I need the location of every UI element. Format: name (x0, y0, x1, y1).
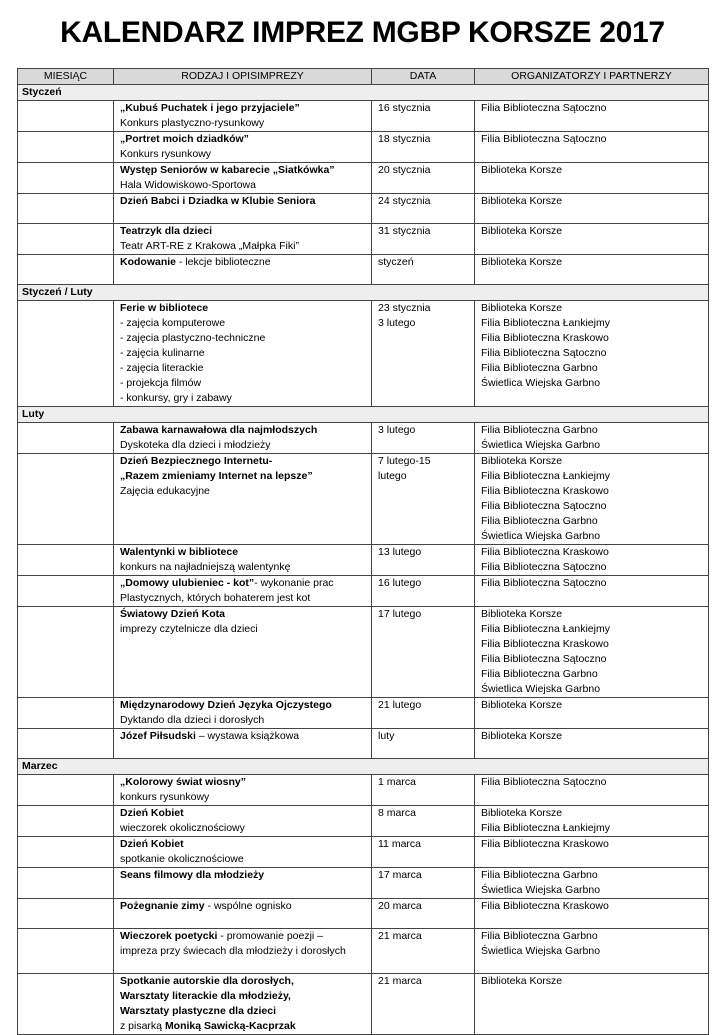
month-cell (18, 607, 114, 698)
organizer-text: Biblioteka Korsze (481, 256, 563, 268)
date-cell (372, 775, 475, 806)
date-text: 31 stycznia (378, 225, 431, 237)
event-title-text: „Razem zmieniamy Internet na lepsze” (120, 470, 313, 482)
month-cell (18, 899, 114, 929)
event-cell (114, 729, 372, 759)
month-row (18, 285, 709, 301)
event-title-text: Dzień Kobiet (120, 807, 184, 819)
event-line (120, 837, 371, 852)
organizer-text: Świetlica Wiejska Garbno (481, 439, 601, 451)
month-cell (18, 974, 114, 1035)
date-cell (372, 545, 475, 576)
event-cell (114, 224, 372, 255)
event-line (120, 576, 371, 591)
event-cell (114, 775, 372, 806)
organizers-cell (475, 454, 709, 545)
event-description-text: - lekcje biblioteczne (176, 256, 271, 268)
event-row (18, 255, 709, 285)
event-description-text: Plastycznych, których bohaterem jest kot (120, 592, 311, 604)
organizer-text: Filia Biblioteczna Garbno (481, 424, 598, 436)
event-line (120, 239, 371, 254)
event-title-text: Światowy Dzień Kota (120, 608, 226, 620)
event-title-text: Wieczorek poetycki (120, 930, 218, 942)
event-description-text: Konkurs plastyczno-rysunkowy (120, 117, 265, 129)
organizer-text: Świetlica Wiejska Garbno (481, 530, 601, 542)
event-description-text: - zajęcia komputerowe (120, 317, 226, 329)
event-cell (114, 607, 372, 698)
organizer-text: Filia Biblioteczna Garbno (481, 930, 598, 942)
event-description-text: - promowanie poezji – (217, 930, 324, 942)
date-cell (372, 301, 475, 407)
event-description-text: konkurs rysunkowy (120, 791, 210, 803)
header-organizers: ORGANIZATORZY I PARTNERZY (475, 69, 709, 85)
event-title-text: „Portret moich dziadków” (120, 133, 249, 145)
event-description-text: - zajęcia kulinarne (120, 347, 205, 359)
event-description-text: wieczorek okolicznościowy (120, 822, 245, 834)
month-cell (18, 423, 114, 454)
organizers-cell (475, 929, 709, 974)
month-cell (18, 224, 114, 255)
event-title-text: Walentynki w bibliotece (120, 546, 239, 558)
organizers-cell (475, 224, 709, 255)
organizer-text: Biblioteka Korsze (481, 730, 563, 742)
organizers-cell (475, 194, 709, 224)
header-month: MIESIĄC (18, 69, 114, 85)
organizers-cell (475, 576, 709, 607)
event-description-text: - projekcja filmów (120, 377, 202, 389)
event-description-text: imprezy czytelnicze dla dzieci (120, 623, 258, 635)
event-row (18, 607, 709, 698)
organizer-text: Filia Biblioteczna Garbno (481, 869, 598, 881)
event-title-text: Kodowanie (120, 256, 177, 268)
event-line (120, 698, 371, 713)
event-line (120, 469, 371, 484)
date-cell (372, 929, 475, 974)
event-line (120, 361, 371, 376)
organizer-text: Biblioteka Korsze (481, 455, 563, 467)
event-cell (114, 545, 372, 576)
event-row (18, 301, 709, 407)
event-title-text: Zabawa karnawałowa dla najmłodszych (120, 424, 318, 436)
event-line (120, 391, 371, 406)
organizer-text: Filia Biblioteczna Kraskowo (481, 838, 609, 850)
event-line (120, 454, 371, 469)
date-text: 17 lutego (378, 608, 422, 620)
organizer-text: Filia Biblioteczna Sątoczno (481, 561, 607, 573)
event-title-text: Międzynarodowy Dzień Języka Ojczystego (120, 699, 332, 711)
event-cell (114, 194, 372, 224)
date-text: 13 lutego (378, 546, 422, 558)
event-line (120, 775, 371, 790)
event-cell (114, 576, 372, 607)
date-text: 21 marca (378, 975, 422, 987)
event-line (120, 790, 371, 805)
event-line (120, 1019, 371, 1034)
month-label: Styczeń (18, 85, 709, 101)
event-cell (114, 255, 372, 285)
event-line (120, 713, 371, 728)
organizer-text: Filia Biblioteczna Łankiejmy (481, 470, 610, 482)
event-description-text: - wykonanie prac (254, 577, 334, 589)
month-cell (18, 454, 114, 545)
month-cell (18, 194, 114, 224)
date-text: 17 marca (378, 869, 422, 881)
page-title: KALENDARZ IMPREZ MGBP KORSZE 2017 (60, 16, 665, 49)
event-title-text: Dzień Kobiet (120, 838, 184, 850)
date-cell (372, 899, 475, 929)
event-description-text: - konkursy, gry i zabawy (120, 392, 232, 404)
event-line (120, 560, 371, 575)
organizer-text: Świetlica Wiejska Garbno (481, 945, 601, 957)
event-description-text: z pisarką (120, 1020, 165, 1032)
event-row (18, 929, 709, 974)
date-text: 20 marca (378, 900, 422, 912)
event-line (120, 132, 371, 147)
event-row (18, 729, 709, 759)
organizer-text: Filia Biblioteczna Kraskowo (481, 485, 609, 497)
organizer-text: Filia Biblioteczna Garbno (481, 515, 598, 527)
organizer-text: Filia Biblioteczna Kraskowo (481, 638, 609, 650)
date-cell (372, 837, 475, 868)
date-cell (372, 607, 475, 698)
event-row (18, 163, 709, 194)
month-cell (18, 132, 114, 163)
date-cell (372, 163, 475, 194)
organizer-text: Filia Biblioteczna Kraskowo (481, 900, 609, 912)
event-line (120, 1004, 371, 1019)
event-line (120, 591, 371, 606)
date-text: styczeń (378, 256, 414, 268)
event-title-text: Spotkanie autorskie dla dorosłych, (120, 975, 294, 987)
organizers-cell (475, 974, 709, 1035)
date-text: lutego (378, 470, 407, 482)
organizers-cell (475, 255, 709, 285)
organizer-text: Filia Biblioteczna Kraskowo (481, 332, 609, 344)
event-cell (114, 698, 372, 729)
event-line (120, 899, 371, 914)
organizer-text: Biblioteka Korsze (481, 302, 563, 314)
month-cell (18, 301, 114, 407)
event-cell (114, 423, 372, 454)
event-line (120, 622, 371, 637)
event-line (120, 729, 371, 744)
month-label: Styczeń / Luty (18, 285, 709, 301)
organizers-cell (475, 301, 709, 407)
event-title-text: „Kubuś Puchatek i jego przyjaciele” (120, 102, 300, 114)
event-title-text: Dzień Babci i Dziadka w Klubie Seniora (120, 195, 316, 207)
event-line (120, 147, 371, 162)
date-cell (372, 729, 475, 759)
event-line (120, 255, 371, 270)
organizers-cell (475, 806, 709, 837)
organizer-text: Biblioteka Korsze (481, 608, 563, 620)
organizer-text: Filia Biblioteczna Garbno (481, 362, 598, 374)
date-cell (372, 576, 475, 607)
event-line (120, 806, 371, 821)
organizer-text: Filia Biblioteczna Sątoczno (481, 347, 607, 359)
month-cell (18, 729, 114, 759)
month-cell (18, 837, 114, 868)
month-label: Luty (18, 407, 709, 423)
organizer-text: Filia Biblioteczna Sątoczno (481, 133, 607, 145)
event-row (18, 545, 709, 576)
event-title-text: Teatrzyk dla dzieci (120, 225, 213, 237)
date-cell (372, 974, 475, 1035)
organizers-cell (475, 775, 709, 806)
organizer-text: Filia Biblioteczna Sątoczno (481, 500, 607, 512)
event-line (120, 331, 371, 346)
month-label: Marzec (18, 759, 709, 775)
month-cell (18, 698, 114, 729)
date-cell (372, 255, 475, 285)
event-row (18, 454, 709, 545)
event-row (18, 576, 709, 607)
date-cell (372, 868, 475, 899)
event-line (120, 944, 371, 959)
event-row (18, 423, 709, 454)
event-line (120, 376, 371, 391)
event-description-text: Dyskoteka dla dzieci i młodzieży (120, 439, 271, 451)
organizers-cell (475, 101, 709, 132)
event-title-text: Warsztaty literackie dla młodzieży, (120, 990, 291, 1002)
date-text: 16 lutego (378, 577, 422, 589)
event-description-text: - zajęcia literackie (120, 362, 204, 374)
event-title-text: Ferie w bibliotece (120, 302, 209, 314)
event-row (18, 806, 709, 837)
month-row (18, 759, 709, 775)
event-line (120, 423, 371, 438)
date-text: 18 stycznia (378, 133, 431, 145)
event-line (120, 852, 371, 867)
organizers-cell (475, 698, 709, 729)
event-description-text: Konkurs rysunkowy (120, 148, 212, 160)
event-description-text: – wystawa książkowa (195, 730, 300, 742)
event-line (120, 438, 371, 453)
date-text: 8 marca (378, 807, 416, 819)
header-event: RODZAJ I OPISIMPREZY (114, 69, 372, 85)
event-cell (114, 454, 372, 545)
organizer-text: Filia Biblioteczna Łankiejmy (481, 317, 610, 329)
date-text: 3 lutego (378, 424, 416, 436)
table-body (18, 85, 709, 1035)
event-line (120, 101, 371, 116)
event-line (120, 178, 371, 193)
event-line (120, 607, 371, 622)
event-title-text: Moniką Sawicką-Kacprzak (164, 1020, 296, 1032)
event-line (120, 116, 371, 131)
organizers-cell (475, 837, 709, 868)
date-cell (372, 132, 475, 163)
date-text: 16 stycznia (378, 102, 431, 114)
organizers-cell (475, 423, 709, 454)
organizer-text: Biblioteka Korsze (481, 164, 563, 176)
event-row (18, 868, 709, 899)
month-cell (18, 868, 114, 899)
date-cell (372, 224, 475, 255)
event-row (18, 132, 709, 163)
month-cell (18, 545, 114, 576)
organizers-cell (475, 607, 709, 698)
event-line (120, 821, 371, 836)
organizer-text: Filia Biblioteczna Sątoczno (481, 577, 607, 589)
month-cell (18, 255, 114, 285)
month-row (18, 407, 709, 423)
organizer-text: Biblioteka Korsze (481, 195, 563, 207)
event-title-text: „Domowy ulubieniec - kot” (120, 577, 255, 589)
event-row (18, 194, 709, 224)
event-description-text: impreza przy świecach dla młodzieży i dorosłych (120, 945, 346, 957)
event-title-text: Józef Piłsudski (120, 730, 196, 742)
event-title-text: Pożegnanie zimy (120, 900, 205, 912)
event-description-text: - wspólne ognisko (204, 900, 292, 912)
organizer-text: Filia Biblioteczna Sątoczno (481, 653, 607, 665)
event-description-text: spotkanie okolicznościowe (120, 853, 244, 865)
date-text: luty (378, 730, 395, 742)
event-line (120, 974, 371, 989)
organizers-cell (475, 132, 709, 163)
event-cell (114, 163, 372, 194)
date-text: 24 stycznia (378, 195, 431, 207)
date-text: 7 lutego-15 (378, 455, 431, 467)
event-title-text: Dzień Bezpiecznego Internetu- (120, 455, 273, 467)
date-text: 11 marca (378, 838, 421, 850)
event-title-text: Występ Seniorów w kabarecie „Siatkówka” (120, 164, 335, 176)
event-line (120, 484, 371, 499)
organizer-text: Biblioteka Korsze (481, 699, 563, 711)
date-text: 3 lutego (378, 317, 416, 329)
month-cell (18, 775, 114, 806)
month-cell (18, 576, 114, 607)
date-cell (372, 698, 475, 729)
event-title-text: Warsztaty plastyczne dla dzieci (120, 1005, 276, 1017)
events-calendar-table (17, 68, 709, 1035)
organizer-text: Filia Biblioteczna Kraskowo (481, 546, 609, 558)
date-text: 21 marca (378, 930, 422, 942)
organizer-text: Świetlica Wiejska Garbno (481, 683, 601, 695)
event-line (120, 316, 371, 331)
event-description-text: Teatr ART-RE z Krakowa „Małpka Fiki” (120, 240, 299, 252)
date-text: 20 stycznia (378, 164, 431, 176)
event-line (120, 346, 371, 361)
event-row (18, 698, 709, 729)
organizer-text: Filia Biblioteczna Sątoczno (481, 776, 607, 788)
event-line (120, 194, 371, 209)
organizers-cell (475, 868, 709, 899)
event-title-text: Seans filmowy dla młodzieży (120, 869, 265, 881)
event-cell (114, 132, 372, 163)
event-line (120, 545, 371, 560)
organizer-text: Filia Biblioteczna Łankiejmy (481, 822, 610, 834)
date-cell (372, 194, 475, 224)
organizer-text: Biblioteka Korsze (481, 807, 563, 819)
date-cell (372, 423, 475, 454)
organizer-text: Filia Biblioteczna Łankiejmy (481, 623, 610, 635)
event-row (18, 974, 709, 1035)
event-row (18, 837, 709, 868)
month-cell (18, 929, 114, 974)
event-line (120, 929, 371, 944)
organizers-cell (475, 163, 709, 194)
date-text: 1 marca (378, 776, 416, 788)
organizer-text: Biblioteka Korsze (481, 975, 563, 987)
event-description-text: Dyktando dla dzieci i dorosłych (120, 714, 265, 726)
event-row (18, 775, 709, 806)
event-line (120, 224, 371, 239)
event-cell (114, 899, 372, 929)
event-line (120, 301, 371, 316)
event-line (120, 868, 371, 883)
organizer-text: Świetlica Wiejska Garbno (481, 884, 601, 896)
month-cell (18, 806, 114, 837)
event-description-text: Hala Widowiskowo-Sportowa (120, 179, 256, 191)
event-row (18, 899, 709, 929)
event-cell (114, 301, 372, 407)
organizers-cell (475, 729, 709, 759)
organizer-text: Biblioteka Korsze (481, 225, 563, 237)
table-header-row (18, 69, 709, 85)
event-description-text: - zajęcia plastyczno-techniczne (120, 332, 266, 344)
organizers-cell (475, 899, 709, 929)
organizer-text: Filia Biblioteczna Sątoczno (481, 102, 607, 114)
date-text: 21 lutego (378, 699, 422, 711)
event-cell (114, 101, 372, 132)
event-cell (114, 806, 372, 837)
organizer-text: Filia Biblioteczna Garbno (481, 668, 598, 680)
event-cell (114, 974, 372, 1035)
date-cell (372, 101, 475, 132)
date-text: 23 stycznia (378, 302, 431, 314)
organizers-cell (475, 545, 709, 576)
date-cell (372, 806, 475, 837)
event-row (18, 101, 709, 132)
month-cell (18, 101, 114, 132)
event-row (18, 224, 709, 255)
event-cell (114, 837, 372, 868)
month-cell (18, 163, 114, 194)
event-description-text: konkurs na najładniejszą walentynkę (120, 561, 291, 573)
date-cell (372, 454, 475, 545)
event-line (120, 989, 371, 1004)
event-cell (114, 868, 372, 899)
event-description-text: Zajęcia edukacyjne (120, 485, 210, 497)
event-cell (114, 929, 372, 974)
month-row (18, 85, 709, 101)
header-date: DATA (372, 69, 475, 85)
event-title-text: „Kolorowy świat wiosny” (120, 776, 247, 788)
event-line (120, 163, 371, 178)
organizer-text: Świetlica Wiejska Garbno (481, 377, 601, 389)
